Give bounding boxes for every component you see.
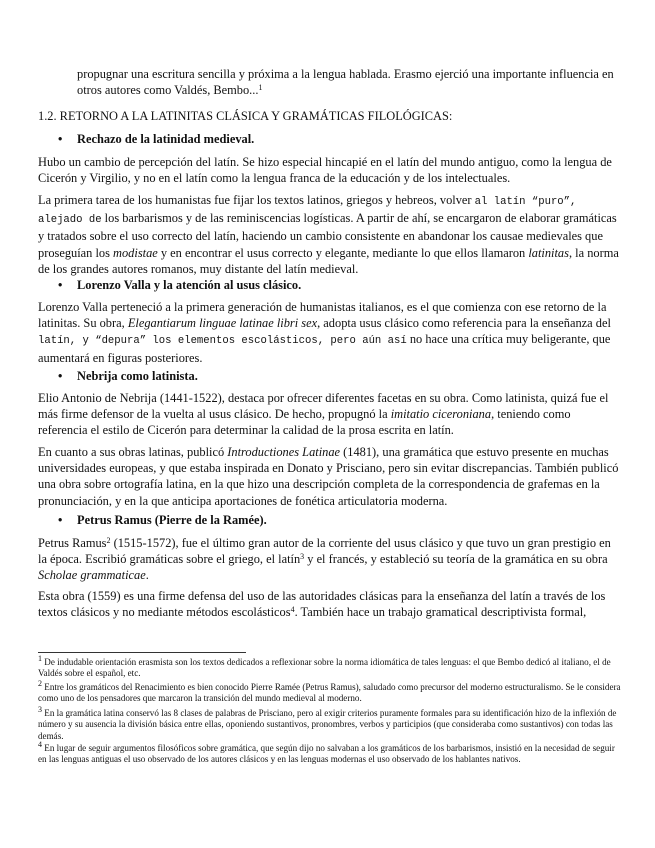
italic-term: latinitas [528, 245, 569, 260]
bullet-icon: • [58, 369, 63, 383]
italic-term: imitatio ciceroniana [390, 407, 492, 422]
footnote-ref: 4 [290, 605, 295, 615]
bullet-label: Nebrija como latinista. [77, 369, 198, 383]
paragraph [38, 535, 620, 584]
footnote-text: Entre los gramáticos del Renacimiento es bien conocido Pierre Ramée (Petrus Ramus), saludado como precursor del moderno estructuralismo. Se le considera como uno de los pensadores que marcaron la transición del mundo medieval al moderno. [38, 682, 621, 704]
bullet-icon: • [58, 513, 63, 527]
footnote-ref: 3 [300, 552, 305, 562]
footnote [38, 705, 622, 742]
italic-term: modistae [113, 245, 158, 260]
paragraph-text: Esta obra (1559) es una firme defensa del uso de las autoridades clásicas para la enseñanza del latín a través de los textos clásicos y no mediante métodos escolásticos [38, 589, 606, 620]
paragraph-text: , teniendo como referencia el estilo de Cicerón para determinar la calidad de la prosa escrita en latín. [38, 407, 571, 438]
bullet-heading [58, 277, 301, 293]
paragraph-text: Elio Antonio de Nebrija (1441-1522), destaca por ofrecer diferentes facetas en su obra. Como latinista, quizá fue el más firme defensor de la vuelta al usus clásico. De hecho, propugnó la [38, 391, 609, 422]
paragraph-text: (1515-1572), fue el último gran autor de la corriente del usus clásico y que tuvo un gran prestigio en la época. Escribió gramáticas sobre el griego, el latín [38, 536, 611, 567]
bullet-label: Rechazo de la latinidad medieval. [77, 132, 255, 146]
paragraph-text: y el francés, y estableció su teoría de la gramática en su obra [304, 552, 608, 567]
paragraph-text: los barbarismos y de las reminiscencias logísticas. A partir de ahí, se encargaron de elaborar gramáticas y tratados sobre el uso correcto del latín, haciendo un cambio consistente en abandonar los causae medievales que proseguían los [38, 211, 617, 260]
paragraph [38, 390, 620, 439]
paragraph [38, 154, 620, 186]
footnote-divider [38, 652, 246, 653]
footnote-number: 4 [38, 740, 42, 749]
footnote-text: En la gramática latina conservó las 8 clases de palabras de Prisciano, pero al exigir criterios puramente formales para su identificación hizo de la inflexión de número y su ausencia la división básica entre ellas, oponiendo sustantivos, pronombres, verbos y participios (que consideraba como sustantivos) con todas las demás. [38, 708, 617, 741]
highlighted-text: latín, y “depura” los elementos escolásticos, pero aún así [38, 335, 407, 348]
paragraph-text: Lorenzo Valla perteneció a la primera generación de humanistas italianos, es el que comienza con ese retorno de la latinitas. Su obra, [38, 300, 607, 331]
paragraph-text: no hace una crítica muy beligerante, que aumentará en figuras posteriores. [38, 332, 611, 365]
footnote-text: En lugar de seguir argumentos filosóficos sobre gramática, que según dijo no salvaban a los gramáticos de los barbarismos, insistió en la necesidad de seguir en las lenguas antiguas el uso observado de los autores clásicos y en las lenguas modernas el uso observado de los hablantes nativos. [38, 743, 615, 765]
bullet-icon: • [58, 132, 63, 146]
paragraph-text: (1481), una gramática que estuvo presente en muchas universidades europeas, y que estaba inspirada en Donato y Prisciano, pero sin evitar discrepancias. También publicó una obra sobre ortografía latina, en la que hizo una descripción completa de la correspondencia de grafemas en la pronunciación, y en la que anticipa aportaciones de fonética articulatoria moderna. [38, 445, 619, 508]
footnote [38, 740, 622, 766]
paragraph-text: . También hace un trabajo gramatical descriptivista formal, [294, 605, 587, 620]
bullet-heading [58, 368, 198, 384]
paragraph-text: , la norma de los grandes autores romanos, muy distante del latín medieval. [38, 245, 619, 276]
footnote-number: 2 [38, 679, 42, 688]
footnote [38, 679, 622, 705]
italic-term: Scholae grammaticae [38, 568, 146, 583]
paragraph-text: . [145, 568, 149, 583]
paragraph-text: propugnar una escritura sencilla y próxima a la lengua hablada. Erasmo ejerció una importante influencia en otros autores como Valdés, Bembo... [77, 67, 614, 98]
paragraph [38, 192, 620, 277]
bullet-label: Petrus Ramus (Pierre de la Ramée). [77, 513, 267, 527]
paragraph-text: La primera tarea de los humanistas fue fijar los textos latinos, griegos y hebreos, volver [38, 193, 475, 207]
italic-term: Introductiones Latinae [227, 445, 341, 459]
bullet-heading [58, 512, 267, 528]
paragraph [38, 444, 620, 509]
bullet-icon: • [58, 278, 63, 292]
section-heading: 1.2. RETORNO A LA LATINITAS CLÁSICA Y GRAMÁTICAS FILOLÓGICAS: [38, 109, 453, 123]
paragraph-text: En cuanto a sus obras latinas, publicó [38, 445, 228, 459]
paragraph-text: Petrus Ramus [38, 536, 107, 550]
paragraph-text: , adopta usus clásico como referencia para la enseñanza del [317, 316, 611, 331]
footnote-text: De indudable orientación erasmista son los textos dedicados a reflexionar sobre la norma idiomática de tales lenguas: el que Bembo dedicó al italiano, el de Valdés sobre el español, etc. [38, 657, 611, 679]
paragraph [38, 299, 620, 366]
bullet-label: Lorenzo Valla y la atención al usus clásico. [77, 278, 302, 292]
bullet-heading [58, 131, 254, 147]
italic-term: Elegantiarum linguae latinae libri sex [127, 316, 318, 331]
footnote-ref: 2 [106, 536, 111, 545]
paragraph-text: y en encontrar el usus correcto y elegante, mediante lo que ellos llamaron [157, 245, 529, 260]
footnote-ref: 1 [258, 83, 263, 93]
footnote-number: 1 [38, 654, 42, 663]
paragraph-text: Hubo un cambio de percepción del latín. Se hizo especial hincapié en el latín del mundo antiguo, como la lengua de Cicerón y Virgilio, y no en el latín como la lengua franca de la educación y de los intelectuales. [38, 155, 612, 186]
paragraph-intro [77, 66, 620, 98]
paragraph [38, 588, 620, 620]
footnote [38, 654, 622, 680]
highlighted-text: al latín “puro”, alejado de [38, 196, 577, 227]
footnote-number: 3 [38, 705, 42, 714]
